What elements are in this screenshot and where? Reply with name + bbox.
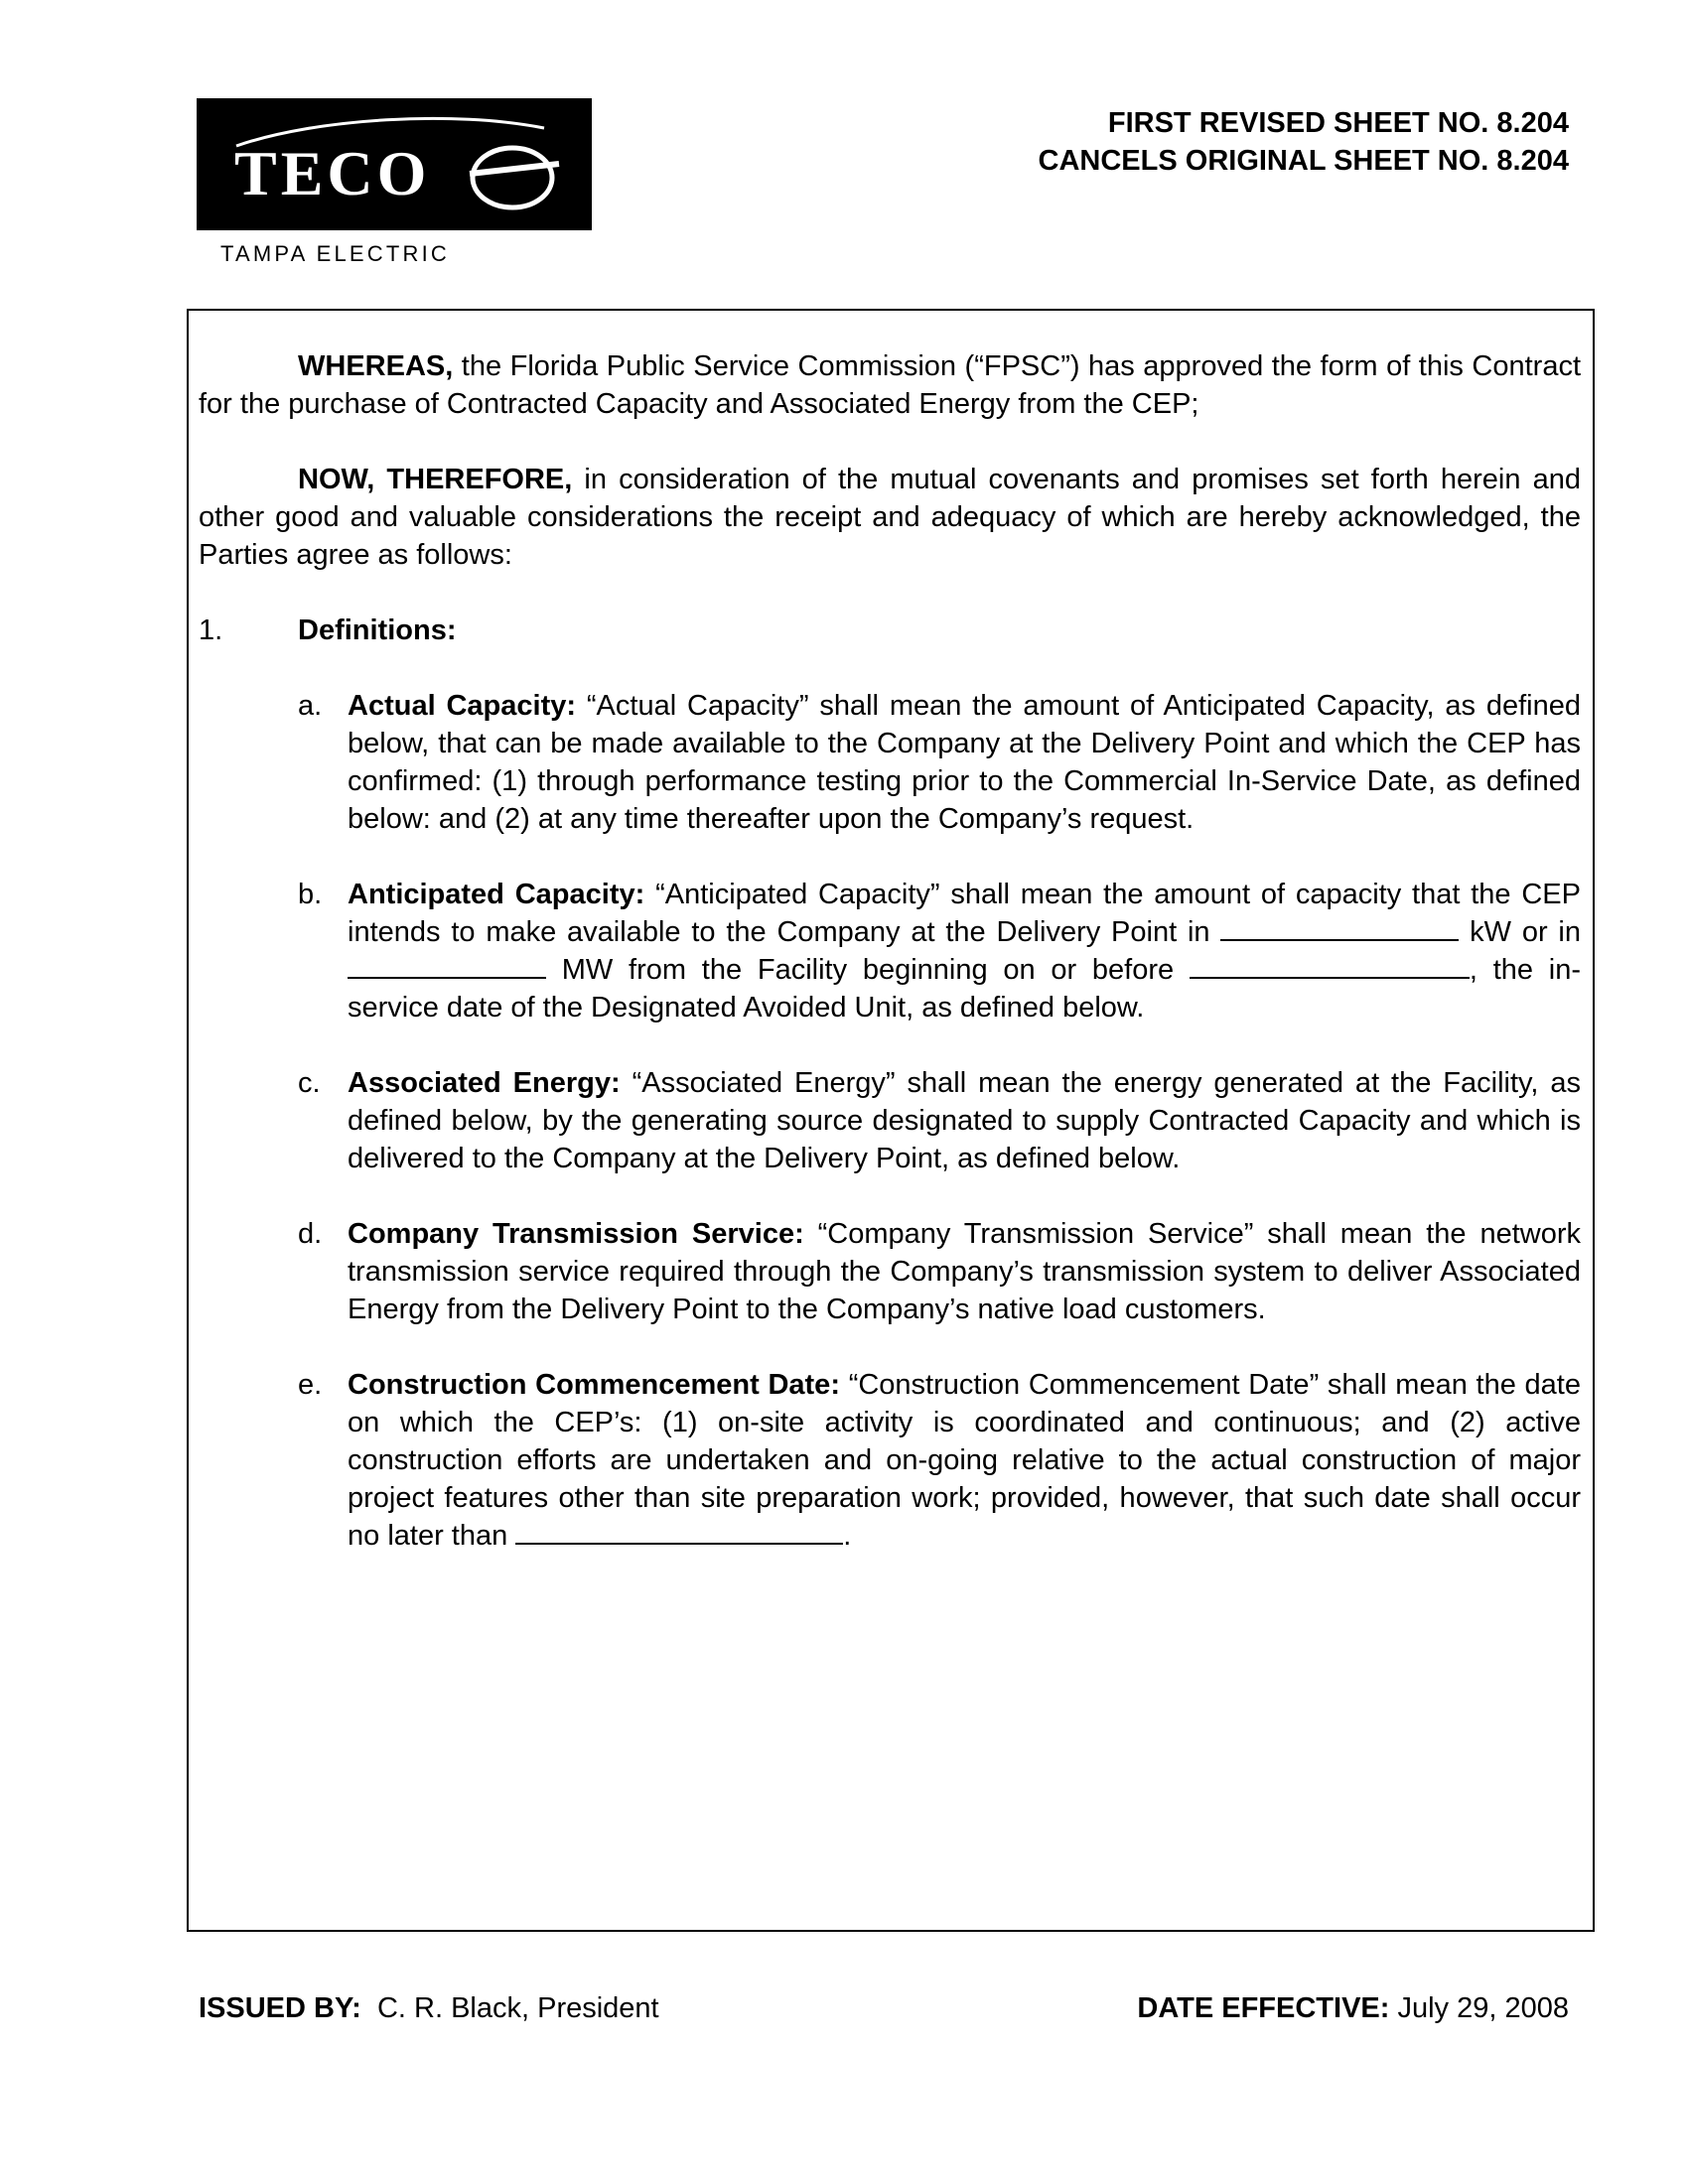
- issued-by: [199, 1989, 659, 2027]
- definition-text: , the in-service date of the Designated Avoided Unit, as defined below.: [348, 954, 1582, 1024]
- whereas-lead: WHEREAS,: [298, 350, 454, 382]
- document-body: [199, 347, 1581, 1592]
- commencement-date-blank-field[interactable]: [515, 1519, 843, 1545]
- definition-text: MW from the Facility beginning on or before: [546, 954, 1190, 986]
- definition-letter: c.: [298, 1067, 321, 1099]
- now-therefore-lead: NOW, THEREFORE,: [298, 464, 573, 495]
- definition-text: “Company Transmission Service” shall mean the network transmission service required through the Company’s transmission system to deliver Associated Energy from the Delivery Point to the Company’s native load customers.: [348, 1218, 1581, 1325]
- issued-by-label: ISSUED BY:: [199, 1992, 361, 2024]
- mw-blank-field[interactable]: [348, 953, 546, 979]
- section-number: 1.: [199, 614, 223, 646]
- logo-wordmark: TECO: [234, 138, 431, 208]
- sheet-header: [1039, 104, 1569, 180]
- teco-logo: [197, 98, 592, 230]
- definition-company-transmission-service: [298, 1215, 1581, 1328]
- definition-term: Company Transmission Service:: [348, 1218, 804, 1250]
- definition-letter: b.: [298, 879, 323, 910]
- definition-construction-commencement-date: [298, 1366, 1581, 1555]
- sheet-number: FIRST REVISED SHEET NO. 8.204: [1107, 107, 1569, 139]
- whereas-paragraph: [199, 347, 1581, 423]
- definition-term: Actual Capacity:: [348, 690, 577, 722]
- definition-text: kW or in: [1459, 916, 1582, 948]
- definition-letter: d.: [298, 1218, 323, 1250]
- definition-letter: e.: [298, 1369, 323, 1401]
- definition-anticipated-capacity: [298, 876, 1582, 1026]
- date-effective-value: July 29, 2008: [1397, 1992, 1569, 2024]
- issued-by-value: C. R. Black, President: [376, 1992, 659, 2024]
- sheet-cancels: CANCELS ORIGINAL SHEET NO. 8.204: [1038, 145, 1569, 177]
- definition-associated-energy: [298, 1064, 1581, 1177]
- definition-text: .: [843, 1520, 852, 1552]
- definition-text: “Construction Commencement Date” shall mean the date on which the CEP’s: (1) on-site activity is coordinated and continuous; and (2) active construction efforts are undertaken and on-going relative to the actual construction of major project features other than site preparation work; provided, however, that such date shall occur no later than: [348, 1369, 1581, 1552]
- logo-subtitle: TAMPA ELECTRIC: [220, 241, 451, 266]
- in-service-date-blank-field[interactable]: [1190, 953, 1470, 979]
- definition-letter: a.: [298, 690, 323, 722]
- definition-text: “Anticipated Capacity” shall mean the amount of capacity that the CEP intends to make available to the Company at the Delivery Point in: [348, 879, 1581, 948]
- section-heading: [199, 612, 1581, 649]
- definition-term: Associated Energy:: [348, 1067, 621, 1099]
- now-therefore-text: in consideration of the mutual covenants and promises set forth herein and other good and valuable considerations the receipt and adequacy of which are hereby acknowledged, the Parties agree as follows:: [199, 464, 1581, 571]
- definition-term: Anticipated Capacity:: [348, 879, 645, 910]
- date-effective-label: DATE EFFECTIVE:: [1137, 1992, 1390, 2024]
- definition-term: Construction Commencement Date:: [348, 1369, 840, 1401]
- definition-actual-capacity: [298, 687, 1581, 838]
- kw-blank-field[interactable]: [1220, 915, 1459, 941]
- definition-text: “Actual Capacity” shall mean the amount of Anticipated Capacity, as defined below, that can be made available to the Company at the Delivery Point and which the CEP has confirmed: (1) through performance testing prior to the Commercial In-Service Date, as defined below: and (2) at any time thereafter upon the Company’s request.: [348, 690, 1581, 835]
- whereas-text: the Florida Public Service Commission (“FPSC”) has approved the form of this Contract for the purchase of Contracted Capacity and Associated Energy from the CEP;: [199, 350, 1581, 420]
- date-effective: [1137, 1989, 1569, 2027]
- now-therefore-paragraph: [199, 461, 1581, 574]
- definition-text: “Associated Energy” shall mean the energy generated at the Facility, as defined below, by the generating source designated to supply Contracted Capacity and which is delivered to the Company at the Delivery Point, as defined below.: [348, 1067, 1581, 1174]
- section-title: Definitions:: [298, 614, 457, 646]
